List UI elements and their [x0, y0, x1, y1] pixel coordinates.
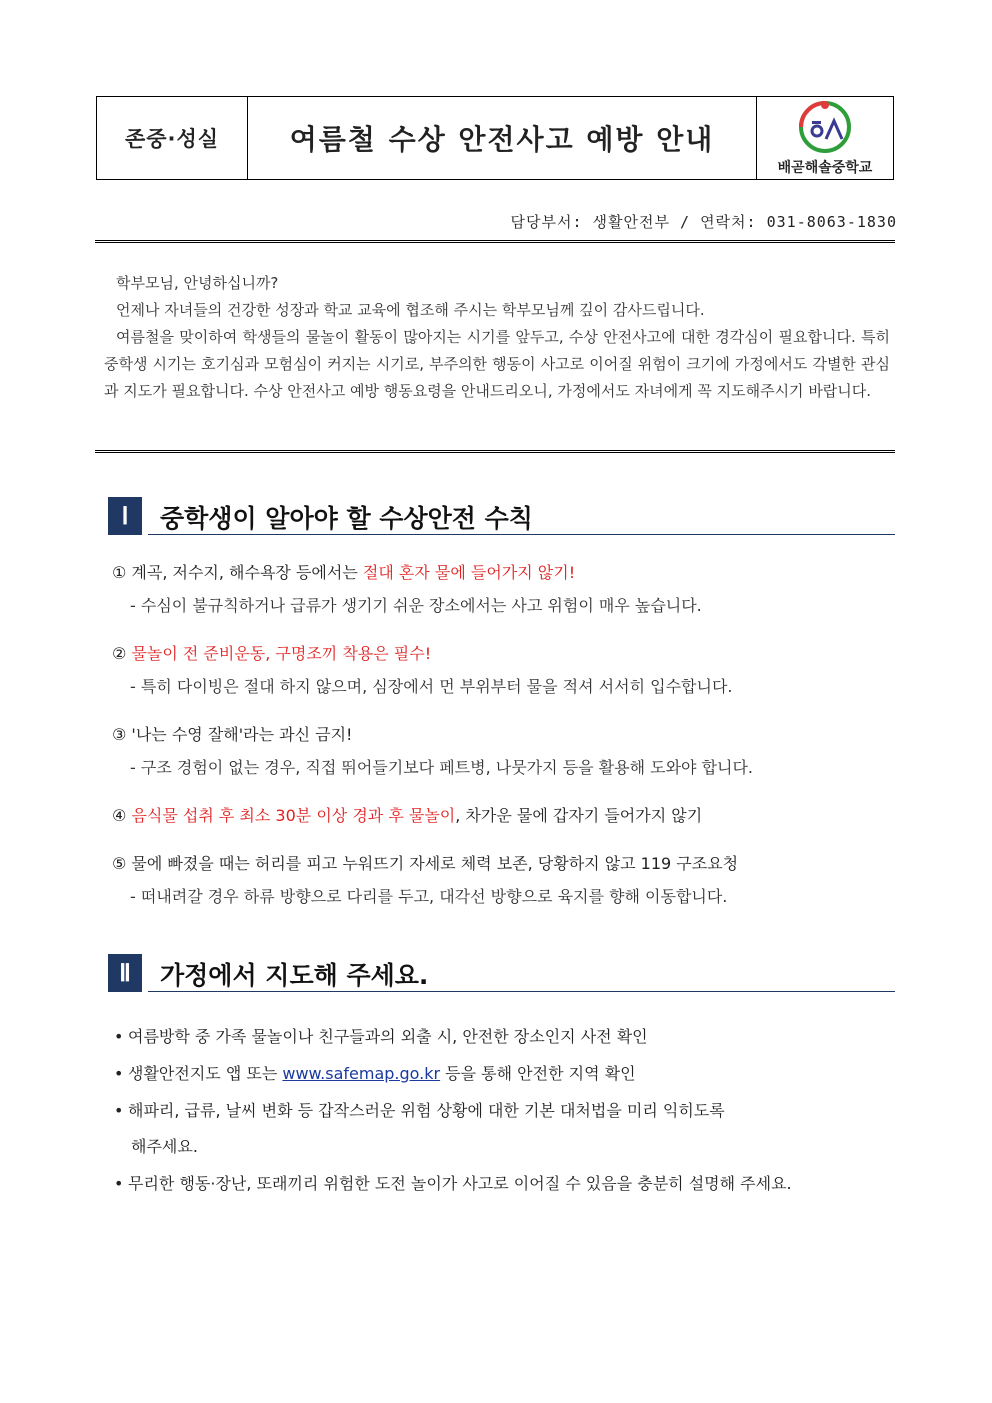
section-2-header — [108, 954, 895, 992]
guide-bullet-2 — [114, 1061, 636, 1084]
guide-3-text: 해파리, 급류, 날씨 변화 등 갑작스러운 위험 상황에 대한 기본 대처법을 미리 익히도록 — [128, 1101, 725, 1120]
contact-line: 담당부서: 생활안전부 / 연락처: 031-8063-1830 — [510, 213, 897, 231]
rule-item-4 — [112, 803, 702, 826]
section-2-number: Ⅱ — [108, 954, 142, 992]
rule-5-detail: - 떠내려갈 경우 하류 방향으로 다리를 두고, 대각선 방향으로 육지를 향해 이동합니다. — [130, 887, 728, 906]
guide-bullet-3 — [114, 1098, 725, 1121]
guide-bullet-1 — [114, 1024, 648, 1047]
guide-bullet-4 — [114, 1171, 792, 1194]
rule-5-text: ⑤ 물에 빠졌을 때는 허리를 피고 누워뜨기 자세로 체력 보존, 당황하지 않고 119 구조요청 — [112, 854, 739, 873]
bullet-icon: • — [114, 1174, 124, 1193]
rule-2-detail: - 특히 다이빙은 절대 하지 않으며, 심장에서 먼 부위부터 물을 적셔 서서히 입수합니다. — [130, 677, 733, 696]
rule-3-detail: - 구조 경험이 없는 경우, 직접 뛰어들기보다 페트병, 나뭇가지 등을 활용해 도와야 합니다. — [130, 758, 754, 777]
intro-paragraph-2: 여름철을 맞이하여 학생들의 물놀이 활동이 많아지는 시기를 앞두고, 수상 안전사고에 대한 경각심이 필요합니다. 특히 중학생 시기는 호기심과 모험심이 커지는 시기로, 부주의한 행동이 사고로 이어질 위험이 크기에 가정에서도 각별한 관심과 지도가 필요합니다. 수상 안전사고 예방 행동요령을 안내드리오니, 가정에서도 자녀에게 꼭 지도해주시기 바랍니다. — [104, 328, 890, 400]
divider-intro-bottom — [95, 450, 895, 456]
bullet-icon: • — [114, 1064, 124, 1083]
rule-4-text: ④ — [112, 806, 132, 825]
rule-3-text: ③ '나는 수영 잘해'라는 과신 금지! — [112, 725, 353, 744]
intro-paragraph-1: 언제나 자녀들의 건강한 성장과 학교 교육에 협조해 주시는 학부모님께 깊이 감사드립니다. — [116, 301, 705, 319]
guide-2-text: 생활안전지도 앱 또는 — [128, 1064, 283, 1083]
school-motto: 존중·성실 — [97, 97, 248, 179]
rule-1-detail: - 수심이 불규칙하거나 급류가 생기기 쉬운 장소에서는 사고 위험이 매우 높습니다. — [130, 596, 702, 615]
section-1-rule — [148, 534, 895, 535]
rule-2-text: ② — [112, 644, 132, 663]
school-name: 배곧해솔중학교 — [777, 160, 873, 176]
safemap-link[interactable]: www.safemap.go.kr — [282, 1064, 441, 1083]
school-logo — [756, 97, 893, 179]
guide-bullet-3-cont: 해주세요. — [131, 1137, 198, 1156]
document-title: 여름철 수상 안전사고 예방 안내 — [289, 123, 715, 156]
rule-item-1 — [112, 560, 575, 583]
bullet-icon: • — [114, 1027, 124, 1046]
intro-letter — [104, 270, 890, 405]
school-emblem-icon — [790, 99, 860, 155]
rule-item-2 — [112, 641, 431, 664]
rule-1-text: ① 계곡, 저수지, 해수욕장 등에서는 — [112, 563, 363, 582]
section-1-number: Ⅰ — [108, 497, 142, 535]
guide-4-text: 무리한 행동·장난, 또래끼리 위험한 도전 놀이가 사고로 이어질 수 있음을 충분히 설명해 주세요. — [128, 1174, 792, 1193]
bullet-icon: • — [114, 1101, 124, 1120]
rule-4-highlight: 음식물 섭취 후 최소 30분 이상 경과 후 물놀이 — [131, 806, 456, 825]
guide-2-suffix: 등을 통해 안전한 지역 확인 — [440, 1064, 636, 1083]
section-2-rule — [148, 991, 895, 992]
rule-2-highlight: 물놀이 전 준비운동, 구명조끼 착용은 필수! — [131, 644, 432, 663]
guide-1-text: 여름방학 중 가족 물놀이나 친구들과의 외출 시, 안전한 장소인지 사전 확인 — [128, 1027, 648, 1046]
section-1-header — [108, 497, 895, 535]
section-1-title: 중학생이 알아야 할 수상안전 수칙 — [160, 504, 533, 533]
section-2-title: 가정에서 지도해 주세요. — [160, 961, 429, 990]
rule-4-suffix: , 차가운 물에 갑자기 들어가지 않기 — [455, 806, 703, 825]
rule-item-5 — [112, 851, 738, 874]
greeting: 학부모님, 안녕하십니까? — [116, 274, 279, 292]
rule-1-highlight: 절대 혼자 물에 들어가지 않기! — [362, 563, 576, 582]
divider-top — [95, 240, 895, 246]
rule-item-3 — [112, 722, 352, 745]
header-box — [96, 96, 894, 180]
